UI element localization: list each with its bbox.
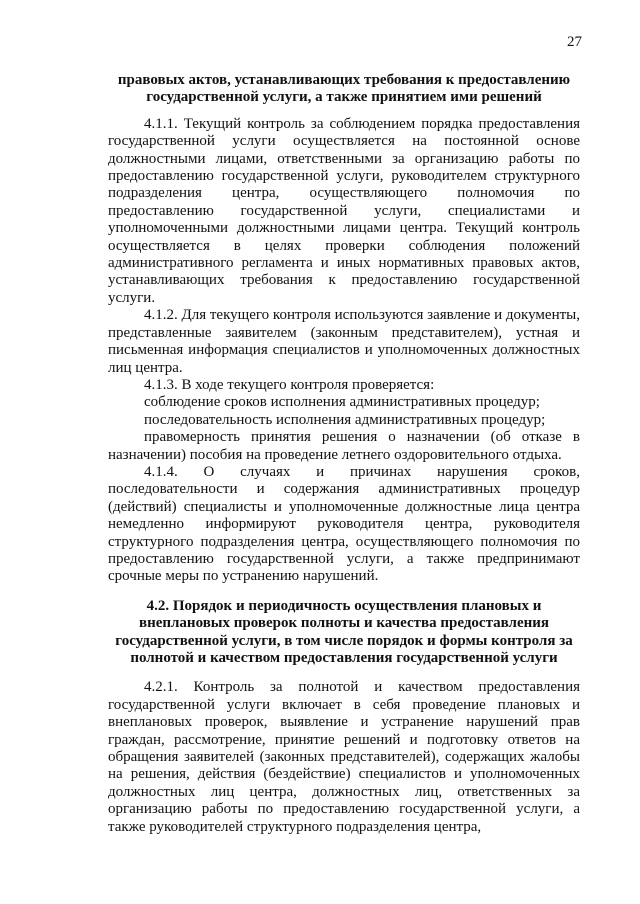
list-item-deadlines: соблюдение сроков исполнения административных процедур; (144, 394, 540, 411)
list-item-sequence: последовательность исполнения административных процедур; (144, 411, 546, 428)
page-number: 27 (567, 34, 582, 50)
paragraph-4-1-2: 4.1.2. Для текущего контроля используются заявление и документы, представленные заявителем (законным представителем), устная и письменная информация специалистов и уполномоченных должностных лиц центра. (108, 307, 580, 376)
paragraph-4-2-1: 4.2.1. Контроль за полнотой и качеством предоставления государственной услуги включает в себя проведение плановых и внеплановых проверок, выявление и устранение нарушений прав граждан, рассмотрение, принятие решений и подготовку ответов на обращения заявителей (законных представителей), содержащих жалобы на решения, действия (бездействие) специалистов и уполномоченных должностных лиц центра, должностных лиц, ответственных за организацию работы по предоставлению государственной услуги, а также руководителей структурного подразделения центра, (108, 679, 580, 835)
paragraph-4-1-3: 4.1.3. В ходе текущего контроля проверяется: (144, 376, 435, 393)
paragraph-4-1-4: 4.1.4. О случаях и причинах нарушения сроков, последовательности и содержания административных процедур (действий) специалисты и уполномоченные должностные лица центра немедленно информируют руководителя центра, руководителя структурного подразделения центра, осуществляющего полномочия по предоставлению государственной услуги, а также предпринимают срочные меры по устранению нарушений. (108, 463, 580, 585)
section-heading-4-2: 4.2. Порядок и периодичность осуществления плановых и внеплановых проверок полноты и качества предоставления государственной услуги, в том числе порядок и формы контроля за полнотой и качеством предоставления государственной услуги (115, 597, 573, 666)
document-body (108, 72, 580, 836)
section-heading-continued: правовых актов, устанавливающих требования к предоставлению государственной услуги, а также принятием ими решений (117, 72, 571, 106)
list-item-lawfulness: правомерность принятия решения о назначении (об отказе в назначении) пособия на проведение летнего оздоровительного отдыха. (108, 429, 580, 463)
paragraph-4-1-1: 4.1.1. Текущий контроль за соблюдением порядка предоставления государственной услуги осуществляется на постоянной основе должностными лицами, ответственными за организацию работы по предоставлению государственной услуги, руководителем структурного подразделения центра, осуществляющего полномочия по предоставлению государственной услуги, специалистами и уполномоченными должностными лицами центра. Текущий контроль осуществляется в целях проверки соблюдения положений административного регламента и иных нормативных правовых актов, устанавливающих требования к предоставлению государственной услуги. (108, 115, 580, 306)
